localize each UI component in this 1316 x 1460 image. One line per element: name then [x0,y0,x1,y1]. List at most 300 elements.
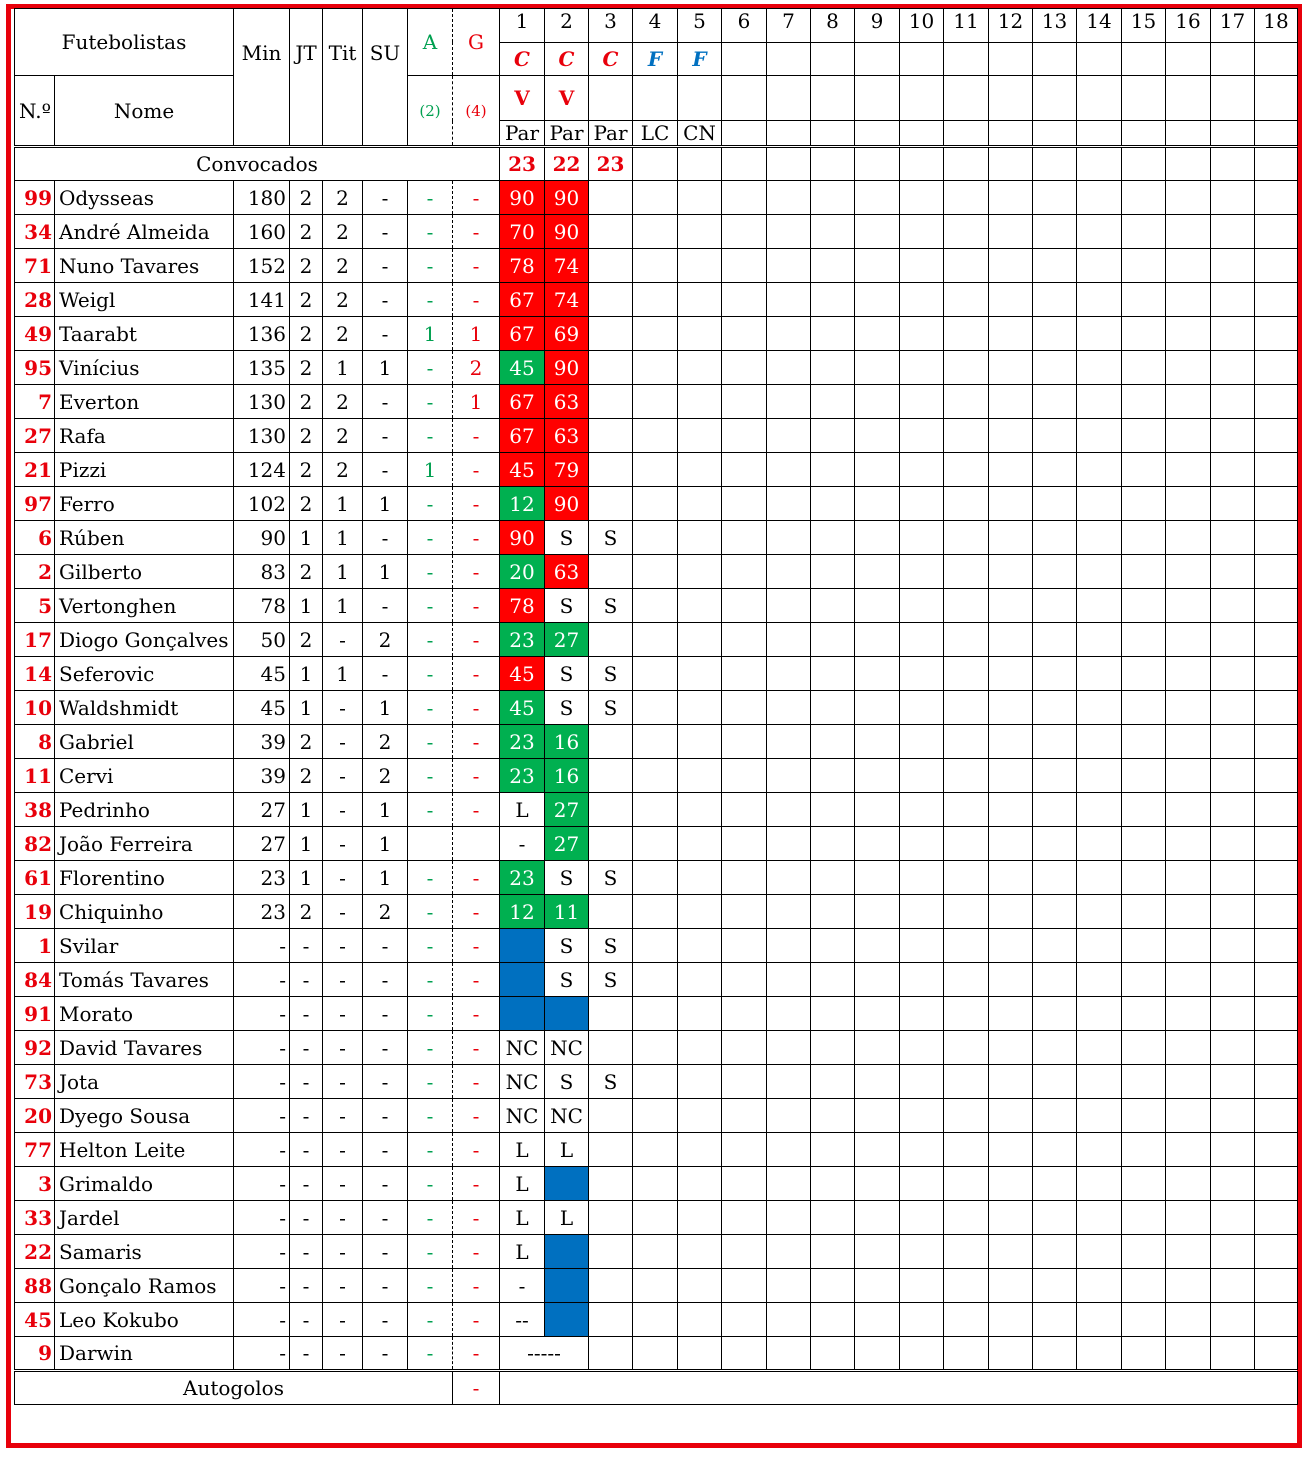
game-cell [1077,385,1122,419]
game-cell [678,895,722,929]
game-cell [900,1201,944,1235]
game-cell [1122,555,1166,589]
player-assists: - [408,691,453,725]
game-cell [989,317,1033,351]
player-minutes: 45 [234,691,290,725]
game-result [1255,76,1298,121]
game-cell [900,861,944,895]
player-tit: 2 [323,249,363,283]
game-cell [1122,453,1166,487]
game-cell [633,181,678,215]
player-assists: 1 [408,317,453,351]
game-cell [678,1337,722,1371]
game-cell [1255,623,1298,657]
player-su: - [363,589,408,623]
player-minutes: 50 [234,623,290,657]
autogolos-value: - [453,1371,500,1405]
game-cell [900,1269,944,1303]
player-name: Gonçalo Ramos [55,1269,234,1303]
player-minutes: - [234,1269,290,1303]
player-goals: - [453,283,500,317]
game-cell [767,555,811,589]
game-cell [989,181,1033,215]
game-cell [589,1269,633,1303]
convocados-count: 23 [500,147,545,181]
game-cell [855,317,900,351]
game-cell [722,997,767,1031]
game-cell [944,521,989,555]
player-su: - [363,317,408,351]
game-cell [1077,1201,1122,1235]
competition-code [900,42,944,76]
game-cell [900,181,944,215]
game-cell [1077,623,1122,657]
player-minutes: 135 [234,351,290,385]
player-name: Cervi [55,759,234,793]
game-cell [989,487,1033,521]
player-row [15,283,1298,317]
game-cell [855,1303,900,1337]
game-cell [1255,521,1298,555]
player-name: Rafa [55,419,234,453]
convocados-label: Convocados [15,147,500,181]
player-assists: 1 [408,453,453,487]
player-tit: 1 [323,521,363,555]
game-cell: 63 [545,555,589,589]
game-cell [633,249,678,283]
game-cell [722,1065,767,1099]
game-cell [1255,895,1298,929]
player-assists: - [408,589,453,623]
game-cell [855,963,900,997]
game-cell [722,895,767,929]
game-cell [1166,317,1211,351]
game-cell: 90 [545,351,589,385]
player-name: Waldshmidt [55,691,234,725]
player-assists: - [408,215,453,249]
game-cell [1211,317,1255,351]
game-cell [1033,1303,1077,1337]
game-cell [989,385,1033,419]
game-cell [1033,827,1077,861]
player-assists: - [408,793,453,827]
player-number: 95 [15,351,55,385]
game-cell [633,929,678,963]
game-cell [900,487,944,521]
player-number: 97 [15,487,55,521]
player-jt: - [290,1167,323,1201]
game-cell [1211,1303,1255,1337]
game-cell [900,589,944,623]
game-cell [678,419,722,453]
game-cell [1211,453,1255,487]
game-location: LC [633,121,678,147]
player-row [15,997,1298,1031]
game-cell [1255,963,1298,997]
convocados-count [633,147,678,181]
player-row [15,895,1298,929]
game-cell [678,1065,722,1099]
game-cell [944,861,989,895]
game-cell [1122,249,1166,283]
player-jt: 2 [290,351,323,385]
game-cell [767,691,811,725]
game-cell [1255,657,1298,691]
game-cell [1033,555,1077,589]
game-cell [944,351,989,385]
player-tit: 1 [323,351,363,385]
player-goals: - [453,1201,500,1235]
player-su: - [363,521,408,555]
game-cell [944,657,989,691]
player-goals: 2 [453,351,500,385]
game-cell [1211,1235,1255,1269]
game-location [855,121,900,147]
game-cell [722,759,767,793]
game-cell [1211,1337,1255,1371]
game-cell [678,589,722,623]
player-assists: - [408,1031,453,1065]
game-cell [1122,725,1166,759]
player-goals: 1 [453,317,500,351]
game-cell [1166,1133,1211,1167]
game-cell [589,793,633,827]
game-cell [633,1167,678,1201]
game-cell [500,929,545,963]
game-cell [900,1167,944,1201]
player-tit: - [323,1099,363,1133]
convocados-count [989,147,1033,181]
game-cell [811,691,855,725]
game-cell [1077,453,1122,487]
game-cell [1077,249,1122,283]
game-cell [989,419,1033,453]
game-cell [1166,623,1211,657]
game-cell [1255,419,1298,453]
game-cell [944,555,989,589]
player-number: 17 [15,623,55,657]
game-cell [1255,283,1298,317]
game-cell: L [500,1201,545,1235]
game-cell [944,1269,989,1303]
player-number: 49 [15,317,55,351]
game-cell [1211,215,1255,249]
game-cell [811,725,855,759]
game-cell [1166,1303,1211,1337]
game-location: CN [678,121,722,147]
player-goals: - [453,793,500,827]
game-cell [1166,997,1211,1031]
game-cell [678,385,722,419]
game-cell [589,997,633,1031]
player-goals: - [453,1133,500,1167]
game-cell [1033,487,1077,521]
game-cell [1077,419,1122,453]
player-tit: 2 [323,215,363,249]
game-cell: ----- [500,1337,589,1371]
player-assists: - [408,283,453,317]
game-cell [633,317,678,351]
game-cell [722,283,767,317]
player-minutes: 27 [234,827,290,861]
game-cell: 78 [500,249,545,283]
player-number: 38 [15,793,55,827]
game-cell: 45 [500,453,545,487]
player-minutes: 90 [234,521,290,555]
player-row [15,1201,1298,1235]
player-number: 9 [15,1337,55,1371]
game-location [900,121,944,147]
player-minutes: 130 [234,385,290,419]
player-minutes: 27 [234,793,290,827]
convocados-count [722,147,767,181]
competition-code [1255,42,1298,76]
competition-code [989,42,1033,76]
game-cell [989,1303,1033,1337]
player-name: Gabriel [55,725,234,759]
game-cell [589,1337,633,1371]
game-cell [944,487,989,521]
player-name: Vinícius [55,351,234,385]
player-assists: - [408,929,453,963]
game-cell [589,555,633,589]
game-cell [589,1099,633,1133]
game-number: 17 [1211,9,1255,43]
game-cell [722,487,767,521]
player-su: - [363,1337,408,1371]
player-jt: - [290,1337,323,1371]
game-cell [1077,215,1122,249]
game-cell [855,385,900,419]
game-cell [944,453,989,487]
game-cell [589,759,633,793]
player-minutes: - [234,1303,290,1337]
game-cell [989,827,1033,861]
game-cell [1122,963,1166,997]
player-number: 77 [15,1133,55,1167]
game-cell [811,283,855,317]
game-result [722,76,767,121]
game-cell [722,691,767,725]
player-tit: 2 [323,283,363,317]
game-cell [1033,725,1077,759]
game-cell [1211,1201,1255,1235]
game-cell [722,827,767,861]
player-jt: 2 [290,623,323,657]
game-cell: 23 [500,759,545,793]
game-cell [589,317,633,351]
game-cell: 27 [545,623,589,657]
game-cell: 79 [545,453,589,487]
player-su: 2 [363,759,408,793]
game-cell [989,589,1033,623]
game-cell [633,997,678,1031]
game-cell [900,1031,944,1065]
assists-total: (2) [408,76,453,147]
game-cell [811,1235,855,1269]
game-cell [767,521,811,555]
player-row [15,827,1298,861]
game-cell [900,657,944,691]
game-cell [1077,1235,1122,1269]
game-cell [811,827,855,861]
game-cell [989,895,1033,929]
game-cell [1255,589,1298,623]
player-minutes: 45 [234,657,290,691]
game-cell [722,929,767,963]
game-cell [855,827,900,861]
game-cell [989,1065,1033,1099]
player-minutes: - [234,1133,290,1167]
game-cell [678,861,722,895]
player-name: Jota [55,1065,234,1099]
player-minutes: 39 [234,725,290,759]
game-cell [811,1031,855,1065]
game-cell [1077,1167,1122,1201]
player-assists: - [408,895,453,929]
game-cell [1211,997,1255,1031]
player-su: - [363,1133,408,1167]
player-goals: - [453,1099,500,1133]
game-cell [678,827,722,861]
player-number: 20 [15,1099,55,1133]
game-cell [678,453,722,487]
game-cell [855,657,900,691]
player-jt: - [290,1133,323,1167]
game-cell: 63 [545,419,589,453]
player-jt: 2 [290,249,323,283]
game-cell [900,555,944,589]
autogolos-empty [500,1371,1298,1405]
game-cell [1033,1133,1077,1167]
game-cell: 67 [500,419,545,453]
game-cell [989,861,1033,895]
game-cell [545,997,589,1031]
competition-code [1211,42,1255,76]
game-cell: 23 [500,725,545,759]
game-cell [633,419,678,453]
game-cell [1122,283,1166,317]
game-cell [678,317,722,351]
game-cell [1033,929,1077,963]
game-cell [589,283,633,317]
game-cell: 23 [500,623,545,657]
game-cell [1077,725,1122,759]
player-name: André Almeida [55,215,234,249]
player-assists: - [408,1133,453,1167]
competition-code [811,42,855,76]
player-tit: - [323,1133,363,1167]
game-cell [1033,215,1077,249]
game-result [811,76,855,121]
game-location [1077,121,1122,147]
game-cell [1033,521,1077,555]
player-assists: - [408,487,453,521]
game-number: 11 [944,9,989,43]
game-cell [1166,1031,1211,1065]
game-cell [589,895,633,929]
game-cell: 27 [545,793,589,827]
game-cell [1255,759,1298,793]
game-result [1077,76,1122,121]
game-cell [1077,589,1122,623]
game-cell [767,1303,811,1337]
game-number: 6 [722,9,767,43]
game-cell [545,1235,589,1269]
game-cell [722,181,767,215]
game-cell [855,487,900,521]
game-cell [589,215,633,249]
game-cell [767,725,811,759]
game-cell [722,453,767,487]
game-number: 12 [989,9,1033,43]
player-name: Seferovic [55,657,234,691]
game-location [811,121,855,147]
game-cell [767,1031,811,1065]
player-minutes: - [234,929,290,963]
game-cell [1255,691,1298,725]
game-cell [989,283,1033,317]
game-cell: S [589,521,633,555]
game-cell [767,1167,811,1201]
game-cell [1211,725,1255,759]
game-cell [811,1337,855,1371]
game-cell [722,623,767,657]
game-cell [1122,929,1166,963]
game-cell [767,997,811,1031]
game-cell [811,963,855,997]
game-cell [1077,1031,1122,1065]
game-cell: L [500,1167,545,1201]
game-cell [989,1031,1033,1065]
game-cell [722,317,767,351]
game-cell [767,181,811,215]
player-jt: - [290,997,323,1031]
player-jt: 2 [290,385,323,419]
player-minutes: 102 [234,487,290,521]
game-cell [1211,1269,1255,1303]
game-cell [1122,385,1166,419]
player-name: David Tavares [55,1031,234,1065]
game-cell [811,317,855,351]
game-cell [1033,181,1077,215]
game-cell [1255,249,1298,283]
game-cell [1033,1269,1077,1303]
game-cell [633,1269,678,1303]
game-cell [855,1235,900,1269]
game-cell [722,725,767,759]
game-cell [1211,385,1255,419]
game-cell [589,385,633,419]
game-cell [545,1167,589,1201]
game-cell: 63 [545,385,589,419]
player-assists: - [408,385,453,419]
game-number: 10 [900,9,944,43]
game-cell [767,861,811,895]
player-minutes: - [234,1337,290,1371]
game-location [1255,121,1298,147]
game-cell [855,419,900,453]
game-cell [1033,317,1077,351]
game-cell [678,1201,722,1235]
game-cell [589,181,633,215]
player-tit: 1 [323,589,363,623]
game-cell [633,1133,678,1167]
game-cell [1122,793,1166,827]
player-jt: 2 [290,453,323,487]
game-cell [900,1099,944,1133]
game-cell [767,249,811,283]
